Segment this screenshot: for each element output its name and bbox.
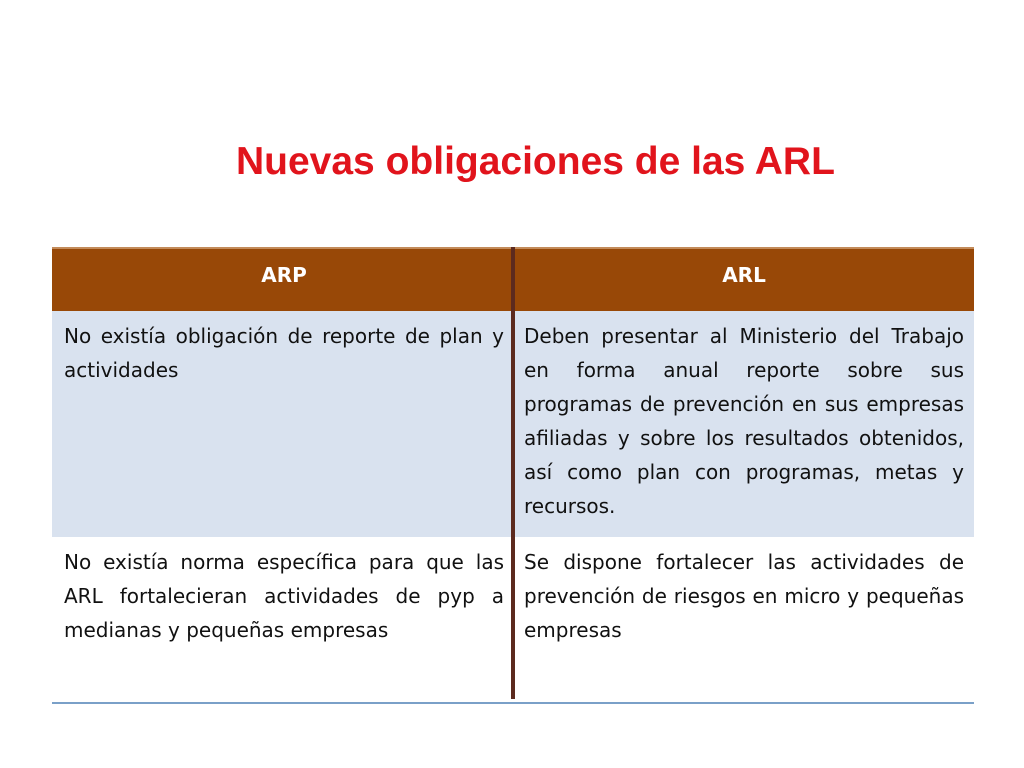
column-divider <box>511 247 515 699</box>
cell-arl: Deben presentar al Ministerio del Trabajo en forma anual reporte sobre sus programas de prevención en sus empresas afiliadas y sobre los resultados obtenidos, así como plan con programas, metas y recursos. <box>524 324 964 518</box>
comparison-table <box>52 247 974 702</box>
header-arp: ARP <box>261 263 307 287</box>
slide-title: Nuevas obligaciones de las ARL <box>236 140 835 183</box>
header-arl: ARL <box>722 263 766 287</box>
cell-arp: No existía norma específica para que las ARL fortalecieran actividades de pyp a medianas y pequeñas empresas <box>64 550 504 642</box>
cell-arl: Se dispone fortalecer las actividades de prevención de riesgos en micro y pequeñas empresas <box>524 550 964 642</box>
cell-arp: No existía obligación de reporte de plan y actividades <box>64 324 504 382</box>
